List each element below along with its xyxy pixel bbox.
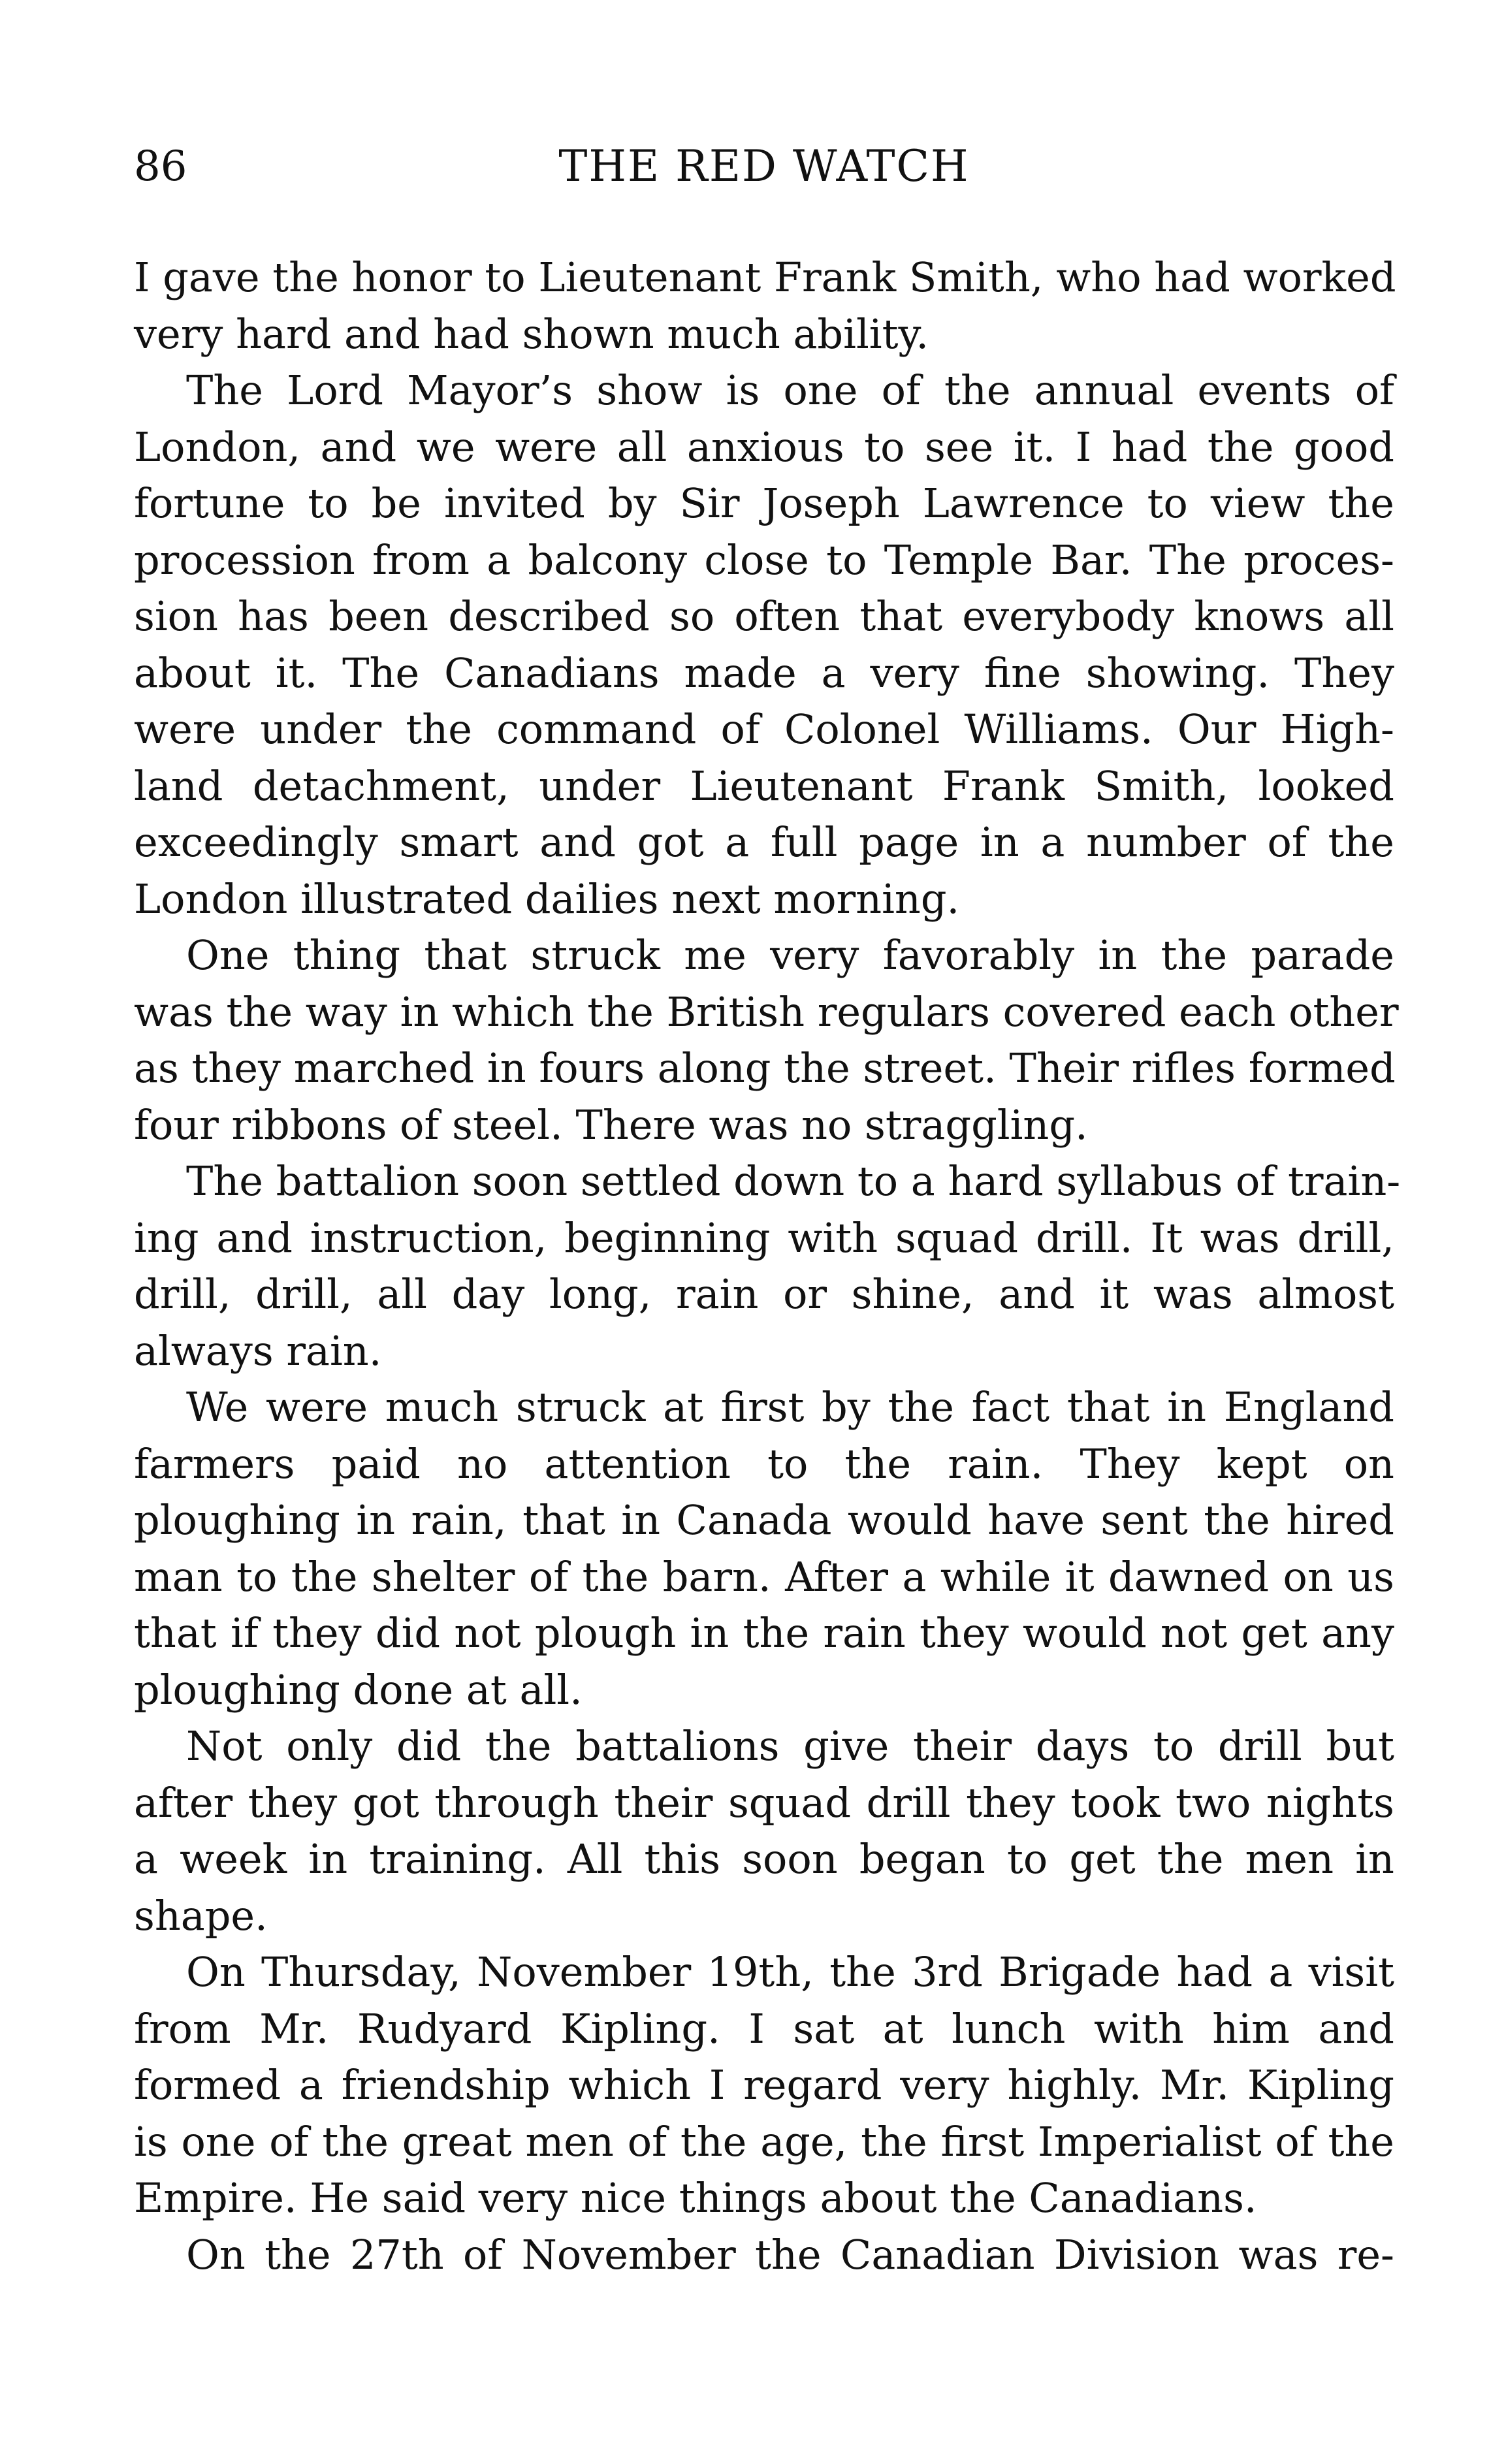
text-line: drill, drill, all day long, rain or shine, and it was almost [134, 1270, 1394, 1318]
text-line: We were much struck at first by the fact that in England [186, 1383, 1394, 1431]
text-line: The battalion soon settled down to a hard syllabus of train- [186, 1157, 1401, 1205]
text-line: procession from a balcony close to Temple Bar. The proces- [134, 536, 1394, 584]
text-line: man to the shelter of the barn. After a while it dawned on us [134, 1552, 1394, 1601]
running-head: THE RED WATCH [558, 141, 970, 191]
paragraph [134, 362, 1394, 927]
page-header [134, 137, 1394, 196]
text-line: London illustrated dailies next morning. [134, 874, 960, 923]
text-line: One thing that struck me very favorably in the parade [186, 931, 1394, 979]
text-line: very hard and had shown much ability. [134, 310, 929, 358]
paragraph [134, 927, 1399, 1153]
text-line: land detachment, under Lieutenant Frank Smith, looked [134, 761, 1394, 810]
text-line: farmers paid no attention to the rain. They kept on [134, 1439, 1394, 1488]
text-line: ploughing done at all. [134, 1665, 583, 1714]
paragraph [134, 1153, 1401, 1379]
paragraph [134, 1718, 1394, 1944]
text-line: after they got through their squad drill they took two nights [134, 1778, 1394, 1827]
text-line: four ribbons of steel. There was no straggling. [134, 1100, 1088, 1149]
text-line: ing and instruction, beginning with squad drill. It was drill, [134, 1213, 1394, 1262]
text-line: about it. The Canadians made a very fine showing. They [134, 648, 1394, 697]
text-line: sion has been described so often that everybody knows all [134, 592, 1394, 640]
text-line: a week in training. All this soon began to get the men in [134, 1835, 1394, 1883]
text-line: were under the command of Colonel Williams. Our High- [134, 705, 1394, 753]
text-line: from Mr. Rudyard Kipling. I sat at lunch with him and [134, 2004, 1394, 2053]
text-line: always rain. [134, 1326, 382, 1375]
paragraph [134, 1379, 1394, 1718]
text-line: On Thursday, November 19th, the 3rd Brigade had a visit [186, 1948, 1394, 1996]
paragraph [134, 1944, 1394, 2227]
text-line: London, and we were all anxious to see it. I had the good [134, 423, 1394, 471]
text-line: that if they did not plough in the rain they would not get any [134, 1609, 1394, 1657]
text-line: shape. [134, 1891, 268, 1940]
body-text [134, 249, 1401, 2283]
text-line: Empire. He said very nice things about the Canadians. [134, 2174, 1257, 2222]
text-line: exceedingly smart and got a full page in a number of the [134, 818, 1394, 866]
text-line: Not only did the battalions give their days to drill but [186, 1722, 1394, 1770]
text-line: The Lord Mayor’s show is one of the annual events of [186, 366, 1394, 414]
text-line: is one of the great men of the age, the first Imperialist of the [134, 2117, 1394, 2166]
paragraph [134, 249, 1394, 362]
paragraph [134, 2227, 1394, 2284]
text-line: was the way in which the British regulars covered each other [134, 987, 1399, 1036]
text-line: ploughing in rain, that in Canada would have sent the hired [134, 1496, 1394, 1544]
text-line: formed a friendship which I regard very highly. Mr. Kipling [134, 2061, 1394, 2109]
text-line: I gave the honor to Lieutenant Frank Smith, who had worked [134, 253, 1396, 301]
text-line: On the 27th of November the Canadian Division was re- [186, 2230, 1394, 2279]
text-line: as they marched in fours along the street. Their rifles formed [134, 1044, 1396, 1092]
text-line: fortune to be invited by Sir Joseph Lawrence to view the [134, 479, 1394, 527]
page-number: 86 [134, 142, 187, 191]
